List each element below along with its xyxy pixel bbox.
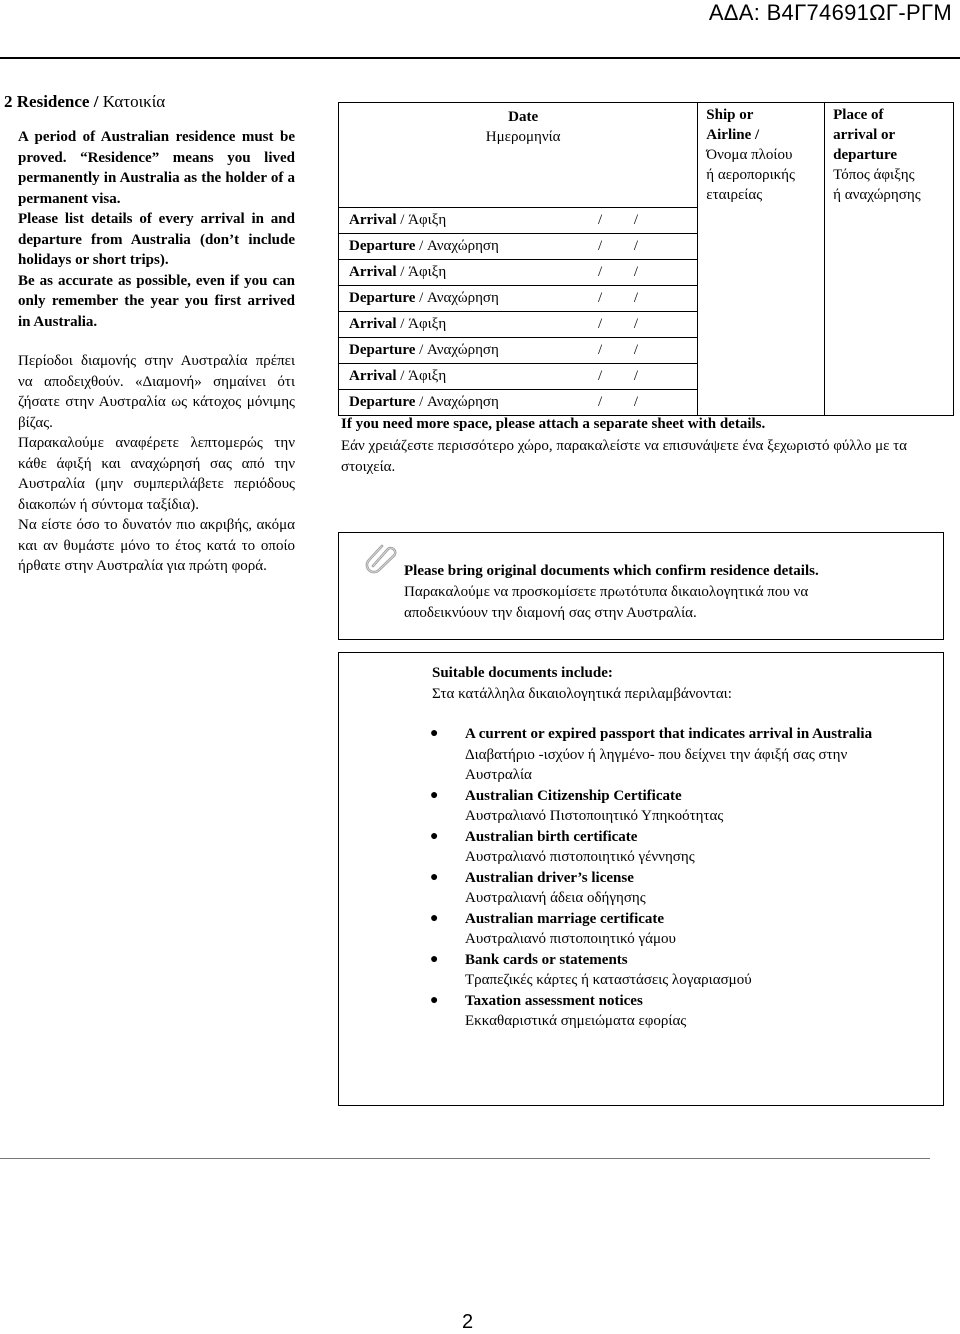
list-item (430, 909, 900, 950)
date-slashes: / / (598, 264, 639, 280)
movement-date-field[interactable] (339, 208, 698, 234)
bring-gr-2: αποδεικνύουν την διαμονή σας στην Αυστραλία. (404, 605, 697, 621)
bring-gr-1: Παρακαλούμε να προσκομίσετε πρωτότυπα δικαιολογητικά που να (404, 584, 809, 600)
document-gr: Αυστραλιανή άδεια οδήγησης (465, 890, 646, 906)
list-item (430, 950, 900, 991)
suitable-heading-en: Suitable documents include: (432, 665, 613, 681)
date-header-gr: Ημερομηνία (485, 129, 561, 145)
suitable-heading-gr: Στα κατάλληλα δικαιολογητικά περιλαμβάνονται: (432, 686, 732, 702)
document-gr: Αυστραλιανό πιστοποιητικό γάμου (465, 931, 676, 947)
date-header-en: Date (508, 109, 539, 125)
movement-date-field[interactable] (339, 312, 698, 338)
row-label-en: Departure (349, 394, 416, 410)
movement-date-field[interactable] (339, 260, 698, 286)
ship-header-gr-1: Όνομα πλοίου (706, 147, 793, 163)
row-label-gr: / Αναχώρηση (415, 342, 499, 358)
page-number: 2 (462, 1311, 474, 1333)
movement-date-field[interactable] (339, 234, 698, 260)
date-slashes: / / (598, 238, 639, 254)
row-label-gr: / Άφιξη (396, 264, 447, 280)
document-en: Taxation assessment notices (465, 992, 643, 1009)
movement-date-field[interactable] (339, 286, 698, 312)
row-label-gr: / Άφιξη (396, 368, 447, 384)
instruction-gr-2: Παρακαλούμε αναφέρετε λεπτομερώς την κάθε άφιξή και αναχώρησή σας από την Αυστραλία (μην συμπεριλάβετε περιόδους διακοπών ή σύντομα ταξίδια). (18, 435, 295, 513)
date-slashes: / / (598, 394, 639, 410)
bullet-icon: ● (430, 910, 439, 926)
bullet-icon: ● (430, 951, 439, 967)
row-label-gr: / Άφιξη (396, 212, 447, 228)
date-slashes: / / (598, 342, 639, 358)
date-slashes: / / (598, 316, 639, 332)
movement-date-field[interactable] (339, 390, 698, 416)
section-title (4, 92, 165, 112)
date-slashes: / / (598, 368, 639, 384)
more-space-note-en: If you need more space, please attach a separate sheet with details. (341, 416, 766, 432)
place-header-en-3: departure (833, 147, 898, 163)
section-title-gr: Κατοικία (102, 92, 166, 111)
document-gr: Εκκαθαριστικά σημειώματα εφορίας (465, 1013, 687, 1029)
ship-airline-column[interactable] (698, 103, 825, 416)
place-header-gr-1: Τόπος άφιξης (833, 167, 915, 183)
row-label-en: Arrival (349, 264, 397, 280)
ship-header-en-2: Airline / (706, 127, 760, 143)
section-title-en: Residence (16, 92, 90, 111)
row-label-en: Arrival (349, 316, 397, 332)
date-header (339, 103, 698, 208)
instruction-gr-1: Περίοδοι διαμονής στην Αυστραλία πρέπει να αποδειχθούν. «Διαμονή» σημαίνει ότι ζήσατε στην Αυστραλία ως κάτοχος μόνιμης βίζας. (18, 353, 295, 431)
list-item (430, 991, 900, 1032)
row-label-en: Arrival (349, 368, 397, 384)
document-gr: Αυστραλιανό πιστοποιητικό γέννησης (465, 849, 695, 865)
table-header-row (339, 103, 954, 208)
suitable-documents-heading (432, 663, 732, 705)
instruction-en-3: Be as accurate as possible, even if you can only remember the year you first arrived in Australia. (18, 272, 295, 330)
row-label-en: Departure (349, 290, 416, 306)
bottom-divider (0, 1158, 930, 1159)
row-label-en: Arrival (349, 212, 397, 228)
section-sep: / (89, 92, 103, 111)
row-label-gr: / Άφιξη (396, 316, 447, 332)
residence-table (338, 102, 954, 416)
row-label-gr: / Αναχώρηση (415, 238, 499, 254)
bullet-icon: ● (430, 992, 439, 1008)
bring-en: Please bring original documents which confirm residence details. (404, 563, 819, 579)
section-number: 2 (4, 92, 13, 111)
residence-instructions-gr (18, 351, 295, 577)
list-item (430, 868, 900, 909)
residence-instructions-en (18, 127, 295, 332)
place-header-en-1: Place of (833, 107, 884, 123)
row-label-gr: / Αναχώρηση (415, 290, 499, 306)
ship-header-gr-3: εταιρείας (706, 187, 763, 203)
movement-date-field[interactable] (339, 364, 698, 390)
document-en: Australian driver’s license (465, 869, 634, 886)
bullet-icon: ● (430, 869, 439, 885)
bring-documents-text (404, 561, 819, 624)
document-en: Australian birth certificate (465, 828, 638, 845)
date-slashes: / / (598, 212, 639, 228)
list-item (430, 786, 900, 827)
bullet-icon: ● (430, 828, 439, 844)
row-label-gr: / Αναχώρηση (415, 394, 499, 410)
instruction-en-2: Please list details of every arrival in and departure from Australia (don’t include holidays or short trips). (18, 211, 295, 268)
instruction-gr-3: Να είστε όσο το δυνατόν πιο ακριβής, ακόμα και αν θυμάστε μόνο το έτος κατά το οποίο ήρθατε στην Αυστραλία για πρώτη φορά. (18, 517, 295, 574)
place-header-en-2: arrival or (833, 127, 896, 143)
ship-header-gr-2: ή αεροπορικής (706, 167, 795, 183)
document-gr: Διαβατήριο -ισχύον ή ληγμένο- που δείχνει την άφιξή σας στην Αυστραλία (465, 746, 848, 783)
document-en: Bank cards or statements (465, 951, 628, 968)
more-space-note-gr: Εάν χρειάζεστε περισσότερο χώρο, παρακαλείστε να επισυνάψετε ένα ξεχωριστό φύλλο με τα στοιχεία. (341, 438, 908, 475)
place-header-gr-2: ή αναχώρησης (833, 187, 921, 203)
row-label-en: Departure (349, 238, 416, 254)
paperclip-icon (364, 540, 398, 579)
document-en: Australian Citizenship Certificate (465, 787, 682, 804)
document-en: A current or expired passport that indicates arrival in Australia (465, 726, 873, 742)
suitable-documents-list (430, 724, 900, 1032)
instruction-en-1: A period of Australian residence must be proved. “Residence” means you lived permanently in Australia as the holder of a permanent visa. (18, 129, 295, 207)
list-item (430, 827, 900, 868)
place-column[interactable] (825, 103, 954, 416)
bullet-icon: ● (430, 726, 439, 741)
ada-code: ΑΔΑ: Β4Γ74691ΩΓ-ΡΓΜ (708, 0, 952, 25)
top-divider (0, 57, 960, 59)
ship-header-en-1: Ship or (706, 107, 754, 123)
list-item (430, 724, 900, 786)
bullet-icon: ● (430, 787, 439, 803)
document-gr: Αυστραλιανό Πιστοποιητικό Υπηκοότητας (465, 808, 724, 824)
date-slashes: / / (598, 290, 639, 306)
movement-date-field[interactable] (339, 338, 698, 364)
document-en: Australian marriage certificate (465, 910, 665, 927)
document-gr: Τραπεζικές κάρτες ή καταστάσεις λογαριασμού (465, 972, 752, 988)
row-label-en: Departure (349, 342, 416, 358)
